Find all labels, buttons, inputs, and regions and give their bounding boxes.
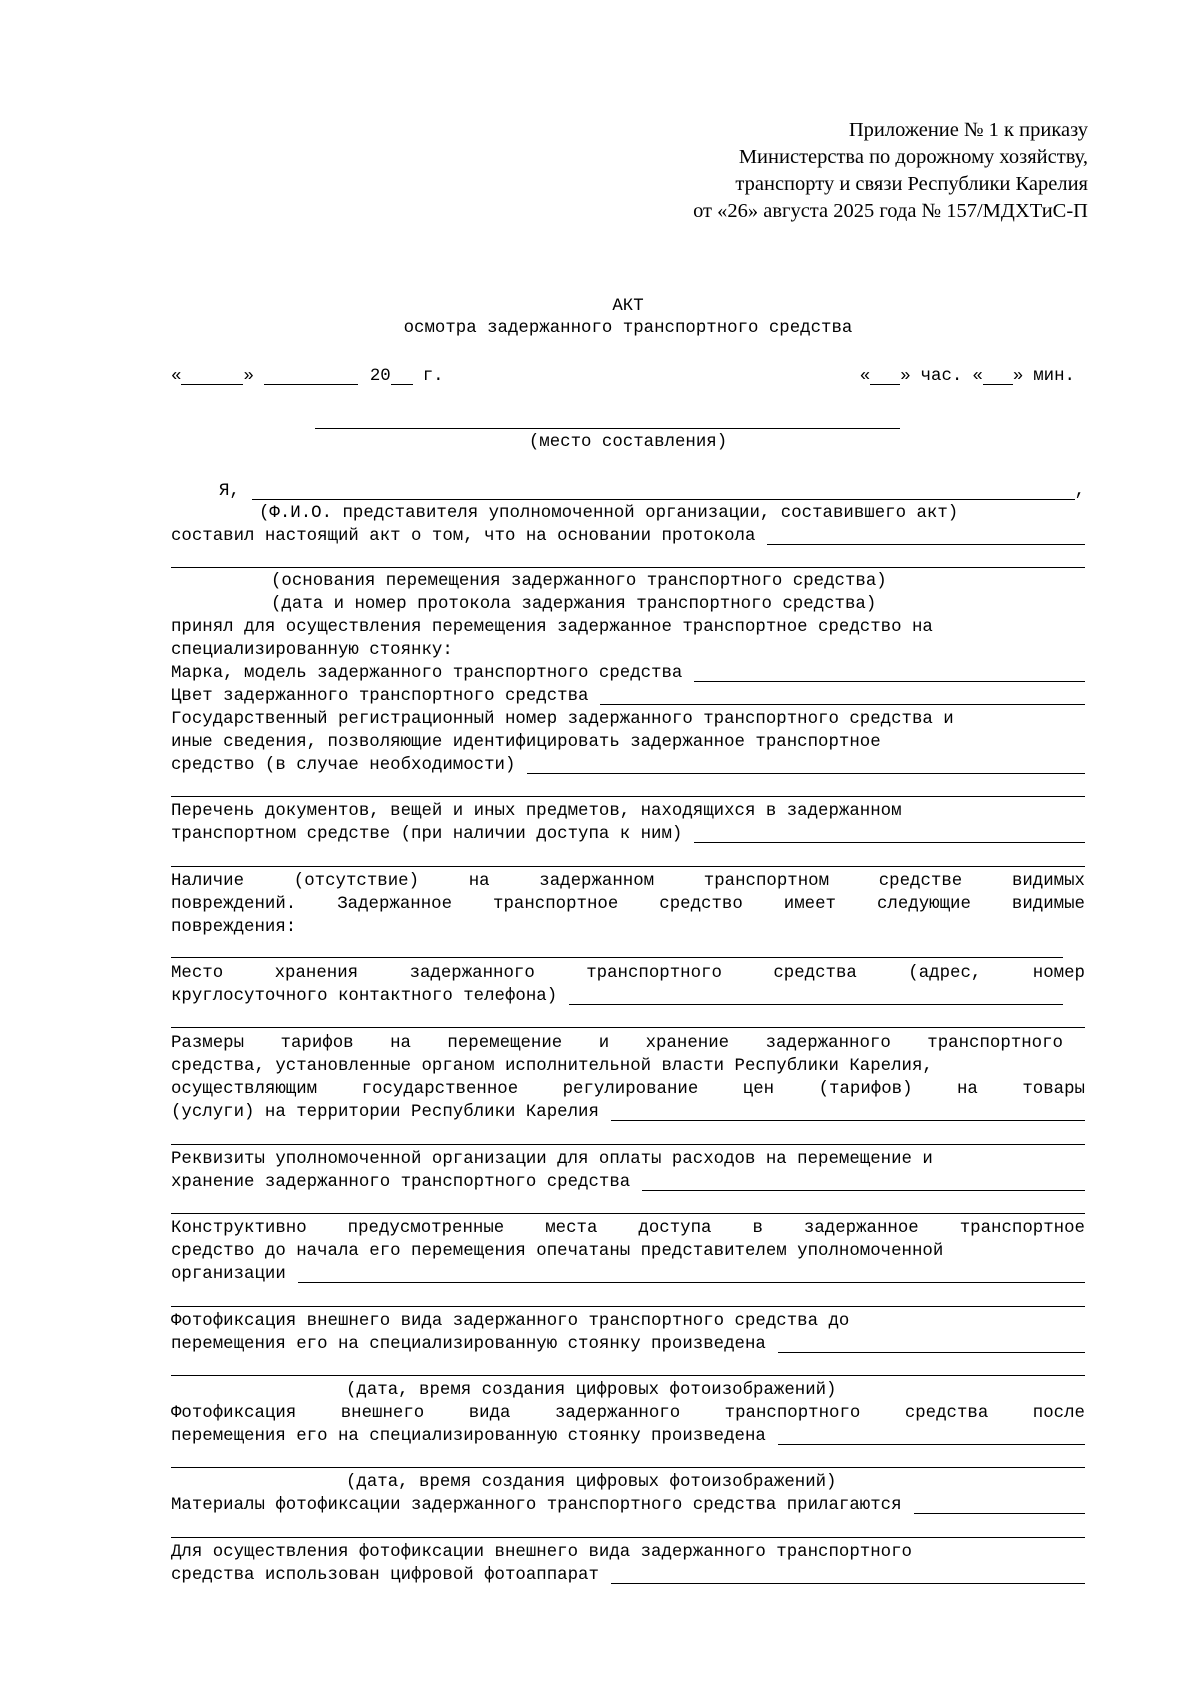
justified-word: товары bbox=[1022, 1080, 1085, 1099]
damage-line-1 bbox=[171, 870, 1085, 893]
storage-row bbox=[171, 985, 1063, 1008]
photo-before-line-1: Фотофиксация внешнего вида задержанного транспортного средства до bbox=[171, 1312, 850, 1331]
justified-word: (отсутствие) bbox=[293, 872, 419, 891]
justified-word: на bbox=[468, 872, 490, 891]
justified-word: имеет bbox=[783, 895, 836, 914]
storage-line-1 bbox=[171, 962, 1085, 985]
photo-after-field[interactable] bbox=[778, 1428, 1085, 1445]
damage-field[interactable] bbox=[171, 957, 1063, 958]
seal-line-1 bbox=[171, 1217, 1085, 1240]
tariff-line-1 bbox=[171, 1032, 1063, 1055]
justified-word: Фотофиксация bbox=[171, 1404, 297, 1423]
date-day-close-quote: » bbox=[243, 367, 254, 386]
req-field[interactable] bbox=[642, 1174, 1085, 1191]
basis-caption: (основания перемещения задержанного транспортного средства) bbox=[271, 572, 887, 591]
photo-before-field[interactable] bbox=[778, 1336, 1085, 1353]
header-line-4: от «26» августа 2025 года № 157/МДХТиС-П bbox=[693, 200, 1088, 222]
time-hour-label: час. bbox=[920, 367, 963, 386]
photo-after-caption: (дата, время создания цифровых фотоизображений) bbox=[346, 1473, 837, 1492]
protocol-field[interactable] bbox=[767, 528, 1085, 545]
accepted-line-1: принял для осуществления перемещения задержанное транспортное средство на bbox=[171, 618, 933, 637]
justified-word: на bbox=[957, 1080, 978, 1099]
justified-word: хранение bbox=[645, 1034, 730, 1053]
tariff-line-2: средства, установленные органом исполнительной власти Республики Карелия, bbox=[171, 1057, 933, 1076]
camera-label: средства использован цифровой фотоаппарат bbox=[171, 1566, 599, 1585]
damage-line-2 bbox=[171, 893, 1085, 916]
justified-word: задержанное bbox=[803, 1219, 919, 1238]
justified-word: Место bbox=[171, 964, 224, 983]
req-line-1: Реквизиты уполномоченной организации для оплаты расходов на перемещение и bbox=[171, 1150, 933, 1169]
photo-after-line-1 bbox=[171, 1402, 1085, 1425]
reg-field-extra[interactable] bbox=[171, 796, 1085, 797]
reg-field[interactable] bbox=[527, 757, 1085, 774]
tariff-field-extra[interactable] bbox=[171, 1144, 1085, 1145]
justified-word: осуществляющим bbox=[171, 1080, 318, 1099]
req-row bbox=[171, 1171, 1085, 1194]
storage-field-extra[interactable] bbox=[171, 1027, 1085, 1028]
seal-field-extra[interactable] bbox=[171, 1306, 1085, 1307]
justified-word: транспортном bbox=[703, 872, 830, 891]
time-min-close-quote: » bbox=[1012, 367, 1024, 386]
date-month-field[interactable] bbox=[264, 369, 358, 385]
justified-word: средства bbox=[773, 964, 857, 983]
photo-after-label: перемещения его на специализированную стоянку произведена bbox=[171, 1427, 766, 1446]
docs-row bbox=[171, 823, 1085, 846]
justified-word: средство bbox=[659, 895, 743, 914]
photo-before-caption: (дата, время создания цифровых фотоизображений) bbox=[346, 1381, 837, 1400]
seal-line-2: средство до начала его перемещения опечатаны представителем уполномоченной bbox=[171, 1242, 944, 1261]
time-hour-close-quote: » bbox=[900, 367, 911, 386]
justified-word: и bbox=[598, 1034, 610, 1053]
tariff-label: (услуги) на территории Республики Карелия bbox=[171, 1103, 599, 1122]
justified-word: номер bbox=[1032, 964, 1085, 983]
accepted-line-2: специализированную стоянку: bbox=[171, 641, 453, 660]
storage-label: круглосуточного контактного телефона) bbox=[171, 987, 558, 1006]
justified-word: после bbox=[1032, 1404, 1085, 1423]
justified-word: повреждений. bbox=[171, 895, 297, 914]
justified-word: транспортного bbox=[927, 1034, 1063, 1053]
justified-word: предусмотренные bbox=[347, 1219, 505, 1238]
justified-word: вида bbox=[468, 1404, 511, 1423]
time-hour-open-quote: « bbox=[859, 367, 871, 386]
reg-label: средство (в случае необходимости) bbox=[171, 756, 516, 775]
damage-line-3: повреждения: bbox=[171, 918, 297, 937]
intro-comma: , bbox=[1074, 482, 1085, 501]
storage-field[interactable] bbox=[569, 988, 1063, 1005]
camera-row bbox=[171, 1564, 1085, 1587]
basis-field[interactable] bbox=[171, 567, 1085, 568]
justified-word: задержанном bbox=[539, 872, 655, 891]
docs-field[interactable] bbox=[694, 826, 1085, 843]
justified-word: транспортного bbox=[586, 964, 722, 983]
photo-after-field-extra[interactable] bbox=[171, 1467, 1085, 1468]
fio-caption: (Ф.И.О. представителя уполномоченной организации, составившего акт) bbox=[259, 504, 959, 523]
justified-word: задержанного bbox=[765, 1034, 891, 1053]
materials-field-extra[interactable] bbox=[171, 1537, 1085, 1538]
act-title: АКТ bbox=[612, 297, 644, 316]
justified-word: государственное bbox=[361, 1080, 519, 1099]
color-row bbox=[171, 685, 1085, 708]
composed-row bbox=[171, 525, 1085, 548]
photo-before-label: перемещения его на специализированную стоянку произведена bbox=[171, 1335, 766, 1354]
justified-word: следующие bbox=[876, 895, 971, 914]
date-year-field[interactable] bbox=[391, 369, 413, 385]
materials-label: Материалы фотофиксации задержанного транспортного средства прилагаются bbox=[171, 1496, 902, 1515]
justified-word: Конструктивно bbox=[171, 1219, 307, 1238]
photo-before-field-extra[interactable] bbox=[171, 1375, 1085, 1376]
act-form bbox=[171, 0, 1085, 1697]
reg-line-2: иные сведения, позволяющие идентифицировать задержанное транспортное bbox=[171, 733, 881, 752]
header-line-2: Министерства по дорожному хозяйству, bbox=[738, 146, 1088, 168]
date-year-prefix: 20 bbox=[369, 367, 391, 386]
req-label: хранение задержанного транспортного средства bbox=[171, 1173, 631, 1192]
time-min-open-quote: « bbox=[972, 367, 983, 386]
docs-line-1: Перечень документов, вещей и иных предметов, находящихся в задержанном bbox=[171, 802, 902, 821]
tariff-field[interactable] bbox=[611, 1104, 1085, 1121]
docs-label: транспортном средстве (при наличии доступа к ним) bbox=[171, 825, 683, 844]
brand-field[interactable] bbox=[694, 665, 1085, 682]
composed-text: составил настоящий акт о том, что на основании протокола bbox=[171, 527, 756, 546]
intro-ya: Я, bbox=[219, 482, 240, 501]
color-label: Цвет задержанного транспортного средства bbox=[171, 687, 589, 706]
materials-row bbox=[171, 1494, 1085, 1517]
seal-label: организации bbox=[171, 1265, 286, 1284]
justified-word: тарифов bbox=[280, 1034, 354, 1053]
date-day-open-quote: « bbox=[171, 367, 182, 386]
brand-label: Марка, модель задержанного транспортного средства bbox=[171, 664, 683, 683]
justified-word: перемещение bbox=[447, 1034, 563, 1053]
camera-field[interactable] bbox=[611, 1567, 1085, 1584]
header-line-1: Приложение № 1 к приказу bbox=[848, 119, 1088, 141]
justified-word: транспортное bbox=[493, 895, 619, 914]
justified-word: в bbox=[752, 1219, 763, 1238]
justified-word: Наличие bbox=[171, 872, 245, 891]
tariff-row bbox=[171, 1101, 1085, 1124]
materials-field[interactable] bbox=[914, 1497, 1085, 1514]
protocol-caption: (дата и номер протокола задержания транспортного средства) bbox=[271, 595, 877, 614]
justified-word: видимых bbox=[1011, 872, 1085, 891]
justified-word: задержанного bbox=[554, 1404, 681, 1423]
act-subtitle: осмотра задержанного транспортного средства bbox=[403, 319, 853, 338]
docs-field-extra[interactable] bbox=[171, 866, 1085, 867]
reg-row bbox=[171, 754, 1085, 777]
justified-word: задержанного bbox=[409, 964, 535, 983]
justified-word: доступа bbox=[638, 1219, 712, 1238]
date-year-suffix: г. bbox=[422, 367, 444, 386]
seal-field[interactable] bbox=[298, 1266, 1085, 1283]
justified-word: транспортное bbox=[959, 1219, 1085, 1238]
justified-word: средстве bbox=[878, 872, 963, 891]
seal-row bbox=[171, 1263, 1085, 1286]
tariff-line-3 bbox=[171, 1078, 1085, 1101]
justified-word: (тарифов) bbox=[818, 1080, 913, 1099]
justified-word: регулирование bbox=[562, 1080, 699, 1099]
date-day-field[interactable] bbox=[181, 369, 243, 385]
time-hour-field[interactable] bbox=[870, 369, 900, 385]
intro-row bbox=[171, 480, 1085, 503]
time-min-label: мин. bbox=[1033, 367, 1075, 386]
place-field[interactable] bbox=[315, 428, 900, 429]
time-min-field[interactable] bbox=[983, 369, 1013, 385]
justified-word: Размеры bbox=[171, 1034, 245, 1053]
req-field-extra[interactable] bbox=[171, 1213, 1085, 1214]
header-line-3: транспорту и связи Республики Карелия bbox=[735, 173, 1088, 195]
date-row bbox=[171, 365, 1085, 388]
justified-word: на bbox=[390, 1034, 411, 1053]
photo-before-row bbox=[171, 1333, 1085, 1356]
justified-word: цен bbox=[742, 1080, 775, 1099]
justified-word: (адрес, bbox=[908, 964, 982, 983]
place-caption: (место составления) bbox=[528, 433, 728, 452]
justified-word: Задержанное bbox=[337, 895, 453, 914]
justified-word: транспортного bbox=[724, 1404, 861, 1423]
justified-word: хранения bbox=[274, 964, 359, 983]
camera-line-1: Для осуществления фотофиксации внешнего вида задержанного транспортного bbox=[171, 1543, 912, 1562]
photo-after-row bbox=[171, 1425, 1085, 1448]
fio-field[interactable] bbox=[252, 483, 1075, 500]
color-field[interactable] bbox=[600, 688, 1085, 705]
justified-word: средства bbox=[904, 1404, 989, 1423]
reg-line-1: Государственный регистрационный номер задержанного транспортного средства и bbox=[171, 710, 954, 729]
justified-word: внешнего bbox=[340, 1404, 425, 1423]
justified-word: места bbox=[545, 1219, 598, 1238]
justified-word: видимые bbox=[1011, 895, 1085, 914]
brand-row bbox=[171, 662, 1085, 685]
